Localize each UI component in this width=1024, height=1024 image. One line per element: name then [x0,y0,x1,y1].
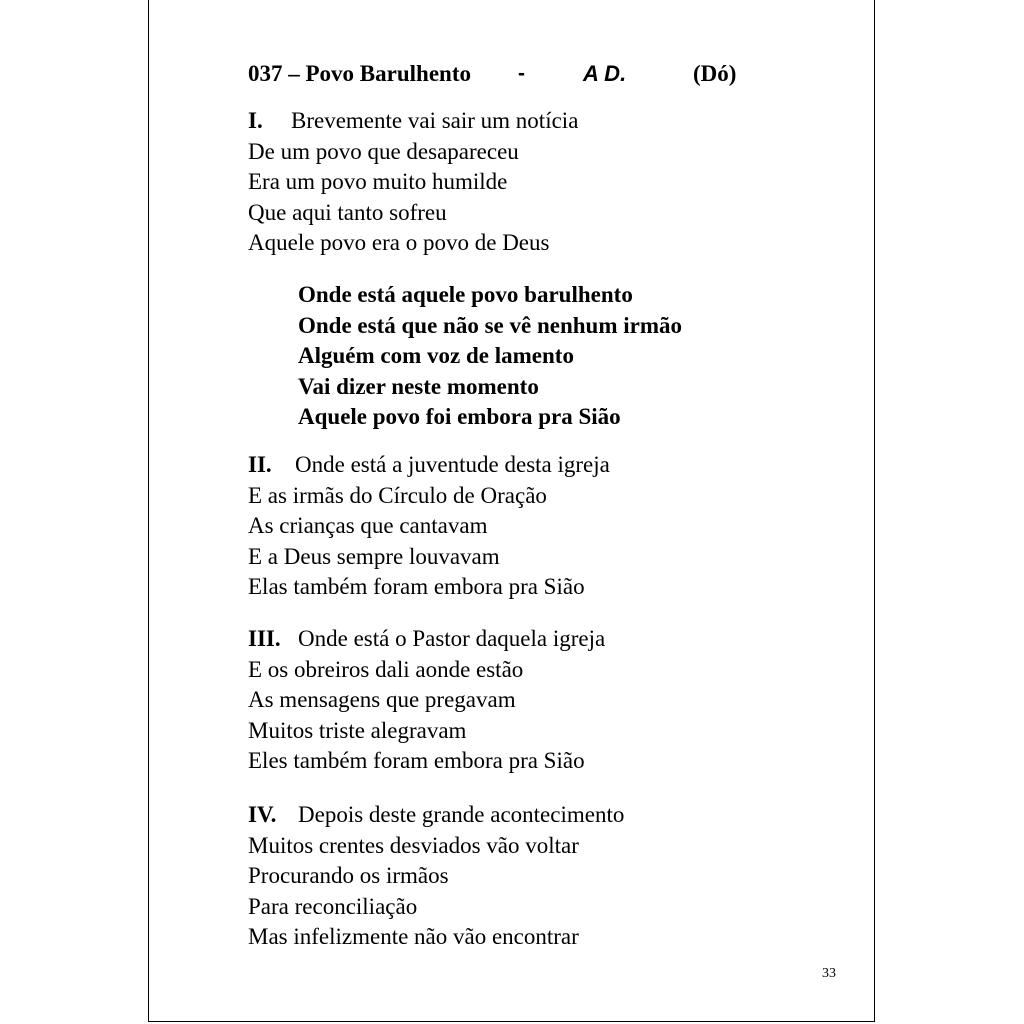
verse-line: As crianças que cantavam [248,513,488,539]
chorus-line: Onde está que não se vê nenhum irmão [298,312,682,338]
verse-line [248,800,624,831]
verse-line: Muitos triste alegravam [248,717,467,743]
verse-2 [248,450,610,603]
verse-line: Que aqui tanto sofreu [248,199,447,225]
verse-line [248,624,605,655]
verse-line: E os obreiros dali aonde estão [248,656,524,682]
verse-numeral: II. [248,452,272,477]
chorus-line: Aquele povo foi embora pra Sião [298,404,621,430]
verse-line: Procurando os irmãos [248,863,449,889]
verse-line: As mensagens que pregavam [248,687,516,713]
verse-line: Muitos crentes desviados vão voltar [248,832,579,858]
verse-line: Eles também foram embora pra Sião [248,748,585,774]
verse-line: Era um povo muito humilde [248,169,508,195]
chorus-line: Onde está aquele povo barulhento [298,282,633,307]
chorus-line: Alguém com voz de lamento [298,343,574,369]
song-title: 037 – Povo Barulhento [248,61,471,86]
verse-line-text: Onde está a juventude desta igreja [295,452,610,477]
verse-1 [248,106,578,259]
verse-line: Para reconciliação [248,893,418,919]
verse-line [248,450,610,481]
verse-line-text: Onde está o Pastor daquela igreja [298,626,606,651]
verse-line [248,106,578,137]
verse-4 [248,800,624,953]
verse-line-text: Depois deste grande acontecimento [298,802,625,827]
verse-numeral: I. [248,108,263,133]
verse-numeral: III. [248,626,281,651]
verse-line: Mas infelizmente não vão encontrar [248,924,579,950]
chorus-line: Vai dizer neste momento [298,373,539,399]
verse-line-text: Brevemente vai sair um notícia [291,108,579,133]
verse-numeral: IV. [248,802,277,827]
page-number: 33 [822,966,836,981]
title-separator: - [518,62,525,85]
verse-line: E a Deus sempre louvavam [248,543,500,569]
verse-line: De um povo que desapareceu [248,138,519,164]
song-author: A D. [583,61,627,86]
verse-3 [248,624,605,777]
chorus [298,280,682,433]
song-title-row [248,54,768,94]
verse-line: E as irmãs do Círculo de Oração [248,482,547,508]
verse-line: Elas também foram embora pra Sião [248,574,585,600]
verse-line: Aquele povo era o povo de Deus [248,230,550,256]
song-key: (Dó) [693,61,737,86]
